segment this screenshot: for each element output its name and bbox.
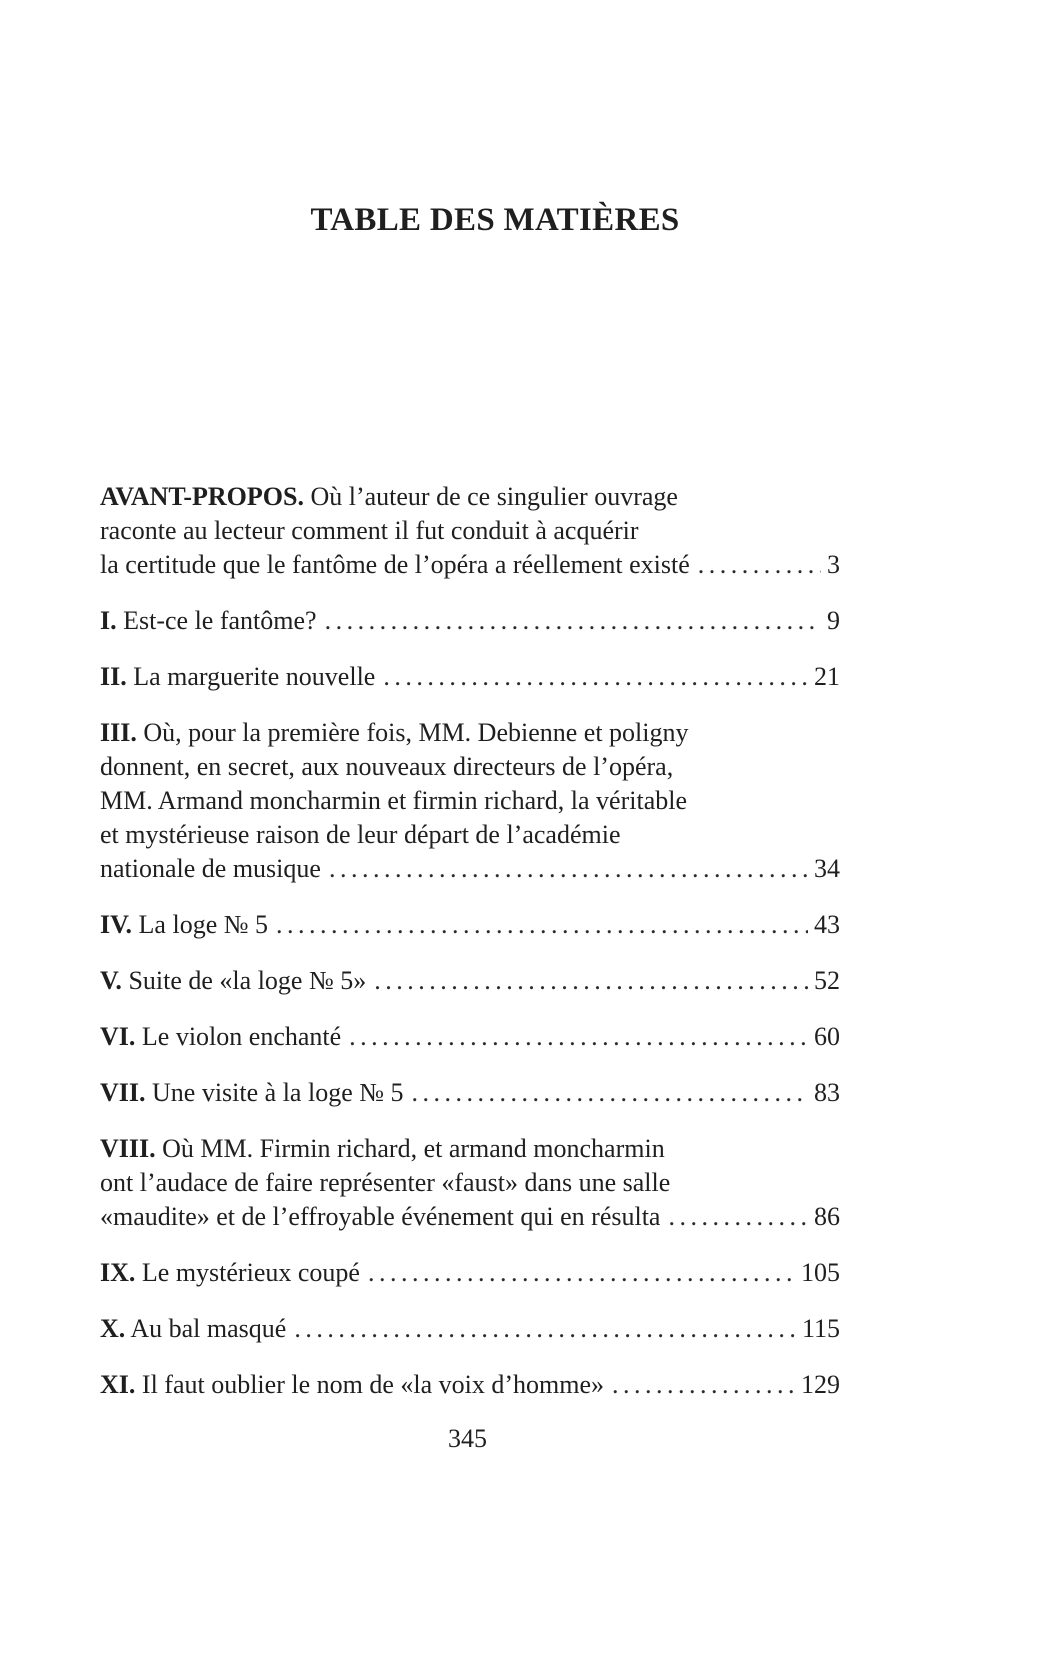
toc-entry-page-number: 105 <box>801 1258 840 1287</box>
toc-entry <box>100 964 840 998</box>
toc-entry-title <box>100 1020 341 1054</box>
toc-entry-line <box>100 514 840 548</box>
toc-entry-line-text: et mystérieuse raison de leur départ de l’académie <box>100 820 621 849</box>
toc-entry-line-text: ont l’audace de faire représenter «faust» dans une salle <box>100 1168 671 1197</box>
toc-entry-line-text: Où, pour la première fois, MM. Debienne et poligny <box>143 718 689 747</box>
toc-entry-title <box>100 1076 404 1110</box>
toc-entry-last-line <box>100 1076 840 1110</box>
toc-entry-line-text: raconte au lecteur comment il fut conduit à acquérir <box>100 516 639 545</box>
toc-entry-last-line <box>100 604 840 638</box>
toc-entry-line <box>100 750 840 784</box>
toc-entry-page-number: 60 <box>814 1022 840 1051</box>
toc-entry-title-text: Une visite à la loge № 5 <box>152 1078 404 1107</box>
dot-leader <box>612 1368 795 1402</box>
toc-entry-page-number: 21 <box>814 662 840 691</box>
toc-entry-title-text: Au bal masqué <box>130 1314 287 1343</box>
toc-entry-page-number: 9 <box>827 606 840 635</box>
toc-entry-title-text: Est-ce le fantôme? <box>123 606 317 635</box>
toc-entry-last-line <box>100 1368 840 1402</box>
toc-entry-page-number: 129 <box>801 1370 840 1399</box>
dot-leader <box>383 660 808 694</box>
toc-entry-last-line <box>100 1256 840 1290</box>
toc-entry-label: V. <box>100 966 122 995</box>
page-title: TABLE DES MATIÈRES <box>310 202 680 238</box>
toc-entry-label: AVANT-PROPOS. <box>100 482 304 511</box>
toc-entry-title-text: Le mystérieux coupé <box>141 1258 360 1287</box>
dot-leader <box>276 908 808 942</box>
toc-entry-title <box>100 660 375 694</box>
toc-entry-label: IX. <box>100 1258 136 1287</box>
toc-entry-title <box>100 1312 286 1346</box>
toc-entry-page-number: 43 <box>814 910 840 939</box>
dot-leader <box>374 964 808 998</box>
toc-entry-label: III. <box>100 718 137 747</box>
toc-entry <box>100 1076 840 1110</box>
toc-entry-line-text: Où MM. Firmin richard, et armand moncharmin <box>162 1134 665 1163</box>
toc-entry-page-number: 3 <box>827 550 840 579</box>
dot-leader <box>349 1020 808 1054</box>
toc-entry-line <box>100 480 840 514</box>
toc-entry-title-text: Le violon enchanté <box>141 1022 342 1051</box>
dot-leader <box>412 1076 808 1110</box>
toc-entry-line-text: MM. Armand moncharmin et firmin richard, la véritable <box>100 786 687 815</box>
toc-entry-line <box>100 1132 840 1166</box>
toc-entry <box>100 908 840 942</box>
toc-entry-page-number: 83 <box>814 1078 840 1107</box>
toc-entry-label: XI. <box>100 1370 136 1399</box>
toc-entry-label: X. <box>100 1314 126 1343</box>
toc-entry-last-line <box>100 852 840 886</box>
toc-entry-label: VII. <box>100 1078 146 1107</box>
toc-entry <box>100 660 840 694</box>
toc-entry-title-text: Il faut oublier le nom de «la voix d’homme» <box>141 1370 605 1399</box>
toc-entry-title-text: Suite de «la loge № 5» <box>128 966 367 995</box>
table-of-contents <box>100 480 840 1424</box>
toc-entry-title-text: nationale de musique <box>100 854 321 883</box>
toc-entry-title <box>100 548 690 582</box>
dot-leader <box>368 1256 795 1290</box>
toc-entry <box>100 1020 840 1054</box>
toc-entry-line-text: donnent, en secret, aux nouveaux directeurs de l’opéra, <box>100 752 674 781</box>
toc-entry-title <box>100 1256 360 1290</box>
toc-entry-title-text: la certitude que le fantôme de l’opéra a réellement existé <box>100 550 690 579</box>
dot-leader <box>294 1312 796 1346</box>
toc-entry-title-text: La loge № 5 <box>138 910 269 939</box>
toc-entry-line <box>100 784 840 818</box>
toc-entry-label: I. <box>100 606 117 635</box>
toc-entry-last-line <box>100 548 840 582</box>
toc-entry-line <box>100 818 840 852</box>
dot-leader <box>329 852 808 886</box>
toc-entry-line <box>100 716 840 750</box>
toc-entry-last-line <box>100 660 840 694</box>
toc-entry-page-number: 115 <box>801 1314 840 1343</box>
toc-entry-page-number: 86 <box>814 1202 840 1231</box>
toc-entry-label: II. <box>100 662 127 691</box>
toc-entry-last-line <box>100 1312 840 1346</box>
toc-entry <box>100 1312 840 1346</box>
toc-entry-last-line <box>100 908 840 942</box>
toc-entry <box>100 604 840 638</box>
page-number-folio: 345 <box>448 1424 487 1453</box>
toc-entry-line-text: Où l’auteur de ce singulier ouvrage <box>310 482 678 511</box>
toc-entry-title <box>100 852 321 886</box>
toc-entry <box>100 1256 840 1290</box>
toc-entry-title <box>100 1200 660 1234</box>
toc-entry-title-text: La marguerite nouvelle <box>133 662 376 691</box>
toc-entry-title <box>100 908 268 942</box>
toc-entry-title <box>100 964 366 998</box>
toc-entry-label: VIII. <box>100 1134 156 1163</box>
toc-entry <box>100 480 840 582</box>
toc-entry-line <box>100 1166 840 1200</box>
toc-entry-label: IV. <box>100 910 133 939</box>
toc-entry-last-line <box>100 1200 840 1234</box>
toc-entry-title <box>100 604 317 638</box>
dot-leader <box>698 548 821 582</box>
dot-leader <box>325 604 821 638</box>
toc-entry-last-line <box>100 964 840 998</box>
toc-entry-page-number: 34 <box>814 854 840 883</box>
toc-entry <box>100 716 840 886</box>
toc-entry-label: VI. <box>100 1022 136 1051</box>
dot-leader <box>668 1200 808 1234</box>
toc-entry-page-number: 52 <box>814 966 840 995</box>
toc-entry <box>100 1132 840 1234</box>
toc-entry-title-text: «maudite» et de l’effroyable événement qui en résulta <box>100 1202 661 1231</box>
toc-entry <box>100 1368 840 1402</box>
toc-entry-title <box>100 1368 604 1402</box>
toc-entry-last-line <box>100 1020 840 1054</box>
